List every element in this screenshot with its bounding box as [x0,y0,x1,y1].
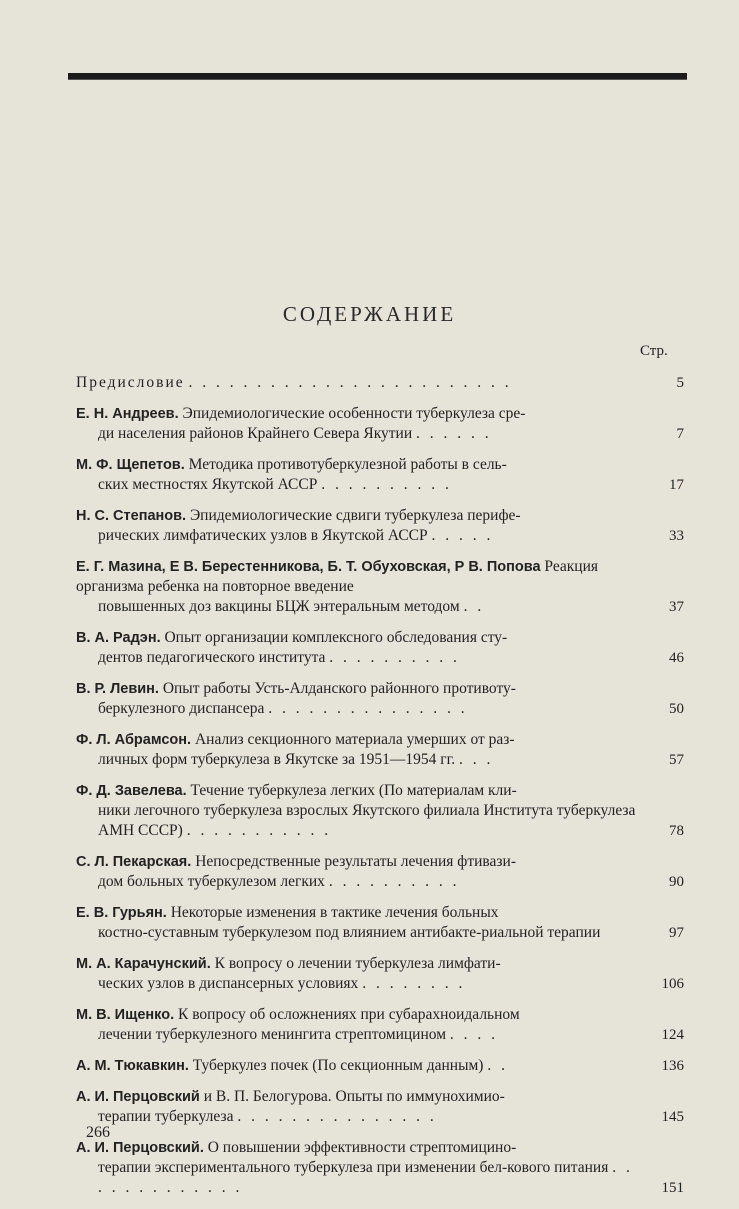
toc-entry-text [76,373,636,393]
toc-entry [76,954,688,994]
toc-continuation [76,974,636,994]
toc-line2: терапии экспериментального туберкулеза при изменении бел-кового питания [98,1159,609,1176]
toc-line2: ди населения районов Крайнего Севера Якутии [98,425,413,442]
toc-page-number: 46 [669,650,684,666]
toc-dots: . . [463,598,485,615]
toc-line2: терапии туберкулеза [98,1108,234,1125]
toc-author: Е. Н. Андреев. [76,406,179,422]
footer-page-number: 266 [86,1124,110,1141]
toc-continuation [76,424,636,444]
toc-author: В. Р. Левин. [76,681,159,697]
toc-page-number: 37 [669,599,684,615]
toc-continuation [76,475,636,495]
toc-page-number: 33 [669,528,684,544]
toc-continuation [76,699,636,719]
toc-page-number: 57 [669,752,684,768]
toc-author: Ф. Л. Абрамсон. [76,732,192,748]
toc-line2: рических лимфатических узлов в Якутской АССР [98,527,428,544]
toc-author: В. А. Радэн. [76,630,161,646]
toc-entry [76,1056,688,1076]
toc-dots: . . . . . . . . [362,975,466,992]
page-column-label: Стр. [640,343,668,359]
toc-line1: Непосредственные результаты лечения фтивази- [195,853,516,870]
table-of-contents [76,373,688,1209]
toc-entry [76,903,688,943]
toc-line1: Эпидемиологические особенности туберкулеза сре- [182,405,526,422]
toc-entry-text [76,954,636,974]
toc-line1: Анализ секционного материала умерших от раз- [194,731,515,748]
toc-dots: . . [487,1057,508,1074]
toc-line1: Течение туберкулеза легких (По материалам кли- [190,782,517,799]
toc-entry-text [76,557,636,597]
toc-line2: костно-суставным туберкулезом под влиянием антибакте-риальной терапии [98,924,601,941]
toc-entry-text [76,852,636,872]
toc-continuation [76,1158,636,1198]
toc-page-number: 17 [669,477,684,493]
toc-line1: Туберкулез почек (По секционным данным) [192,1057,484,1074]
toc-entry-text [76,455,636,475]
toc-line1: Опыт организации комплексного обследования сту- [164,629,508,646]
toc-author: А. М. Тюкавкин. [76,1058,189,1074]
toc-continuation [76,648,636,668]
toc-author: А. И. Перцовский [76,1089,200,1105]
toc-page-number: 5 [676,375,684,391]
toc-entry [76,1005,688,1045]
toc-dots: . . . . . . . . . . [329,649,460,666]
toc-continuation [76,1107,636,1127]
toc-author: А. И. Перцовский. [76,1140,204,1156]
toc-entry-text [76,506,636,526]
toc-line2: повышенных доз вакцины БЦЖ энтеральным методом [98,598,460,615]
toc-line1: Предисловие [76,374,185,391]
toc-entry [76,679,688,719]
toc-entry [76,557,688,617]
toc-dots: . . . . . . . . . . . . . . . . . . . . . . . . [188,374,512,391]
toc-dots: . . . . . . . . . . . . . . . [237,1108,437,1125]
toc-entry-text [76,1005,636,1025]
toc-page-number: 78 [669,823,684,839]
toc-dots: . . . . . . . . . . [328,873,460,890]
toc-entry [76,1087,688,1127]
toc-author: М. В. Ищенко. [76,1007,175,1023]
toc-line1: О повышении эффективности стрептомицино- [207,1139,517,1156]
toc-dots: . . . [458,751,494,768]
page-title: СОДЕРЖАНИЕ [282,302,457,326]
toc-continuation [76,750,636,770]
toc-entry [76,730,688,770]
toc-page-number: 97 [669,925,684,941]
toc-entry [76,852,688,892]
toc-author: М. А. Карачунский. [76,956,211,972]
toc-line2: личных форм туберкулеза в Якутске за 1951—1954 гг. [98,751,456,768]
toc-page-number: 151 [661,1180,684,1196]
toc-entry-text [76,1087,636,1107]
toc-author: М. Ф. Щепетов. [76,457,185,473]
toc-line2: лечении туберкулезного менингита стрептомицином [98,1026,447,1043]
toc-dots: . . . . . . . . . . . . . . . [268,700,468,717]
toc-author: Ф. Д. Завелева. [76,783,187,799]
toc-entry [76,628,688,668]
toc-continuation [76,923,636,943]
toc-page-number: 106 [661,976,684,992]
toc-dots: . . . . . . . . . . . . . [98,1159,633,1196]
toc-dots: . . . . [449,1026,499,1043]
toc-line1: К вопросу о лечении туберкулеза лимфати- [214,955,501,972]
top-rule [68,73,687,80]
toc-entry-text [76,628,636,648]
toc-page-number: 136 [661,1058,684,1074]
toc-line2: ских местностях Якутской АССР [98,476,318,493]
toc-continuation [76,801,636,841]
toc-entry-text [76,404,636,424]
toc-author: Е. Г. Мазина, Е В. Берестенникова, Б. Т. Обуховская, Р В. Попова [76,559,541,575]
toc-line2: беркулезного диспансера [98,700,265,717]
toc-continuation [76,526,636,546]
toc-line2: дентов педагогического института [98,649,326,666]
toc-page-number: 145 [661,1109,684,1125]
toc-entry [76,781,688,841]
toc-page-number: 124 [661,1027,684,1043]
toc-line1: Эпидемиологические сдвиги туберкулеза перифе- [189,507,521,524]
toc-page-number: 90 [669,874,684,890]
toc-dots: . . . . . . . . . . . [186,822,332,839]
toc-author: С. Л. Пекарская. [76,854,192,870]
toc-entry [76,373,688,393]
toc-dots: . . . . . . [416,425,492,442]
toc-author: Н. С. Степанов. [76,508,187,524]
toc-entry-text [76,730,636,750]
toc-entry-text [76,903,636,923]
toc-page-number: 50 [669,701,684,717]
toc-line2: ники легочного туберкулеза взрослых Якутского филиала Института туберкулеза АМН СССР) [98,802,636,839]
toc-continuation [76,1025,636,1045]
toc-line1: Реакция организма ребенка на повторное введение [76,558,599,595]
toc-page-number: 7 [676,426,684,442]
toc-line1: К вопросу об осложнениях при субарахноидальном [177,1006,520,1023]
toc-entry-text [76,1056,636,1076]
toc-entry [76,1138,688,1198]
toc-dots: . . . . . . . . . . [321,476,452,493]
toc-entry [76,404,688,444]
toc-entry [76,506,688,546]
toc-entry-text [76,781,636,801]
toc-line1: Опыт работы Усть-Алданского районного противоту- [162,680,516,697]
toc-entry-text [76,679,636,699]
toc-entry [76,455,688,495]
toc-continuation [76,597,636,617]
toc-continuation [76,872,636,892]
toc-line2: ческих узлов в диспансерных условиях [98,975,359,992]
toc-entry-text [76,1138,636,1158]
toc-line2: дом больных туберкулезом легких [98,873,325,890]
toc-dots: . . . . . [431,527,494,544]
toc-line1: Методика противотуберкулезной работы в сель- [188,456,507,473]
toc-author: Е. В. Гурьян. [76,905,167,921]
toc-line1: Некоторые изменения в тактике лечения больных [170,904,499,921]
toc-line1: и В. П. Белогурова. Опыты по иммунохимио- [203,1088,505,1105]
